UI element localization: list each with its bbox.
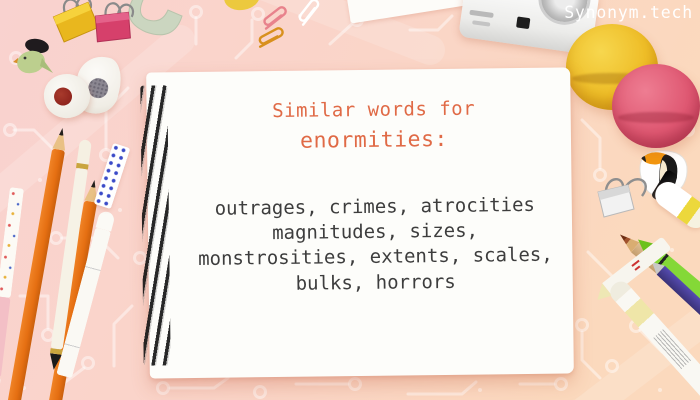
camera-button — [516, 16, 530, 29]
site-watermark: Synonym.tech — [564, 3, 693, 22]
silver-binder-clip — [592, 176, 660, 224]
macaron-filling — [618, 112, 694, 123]
pink-binder-clip — [84, 0, 154, 59]
camera-slot — [469, 10, 493, 18]
red-dot — [53, 86, 73, 106]
note-content — [182, 67, 567, 297]
synonym-list — [184, 192, 567, 297]
spiral-binding — [140, 85, 170, 365]
synonym-line: monstrosities, extents, scales, — [197, 244, 553, 271]
bird-figurine — [12, 36, 56, 78]
heading-word: enormities: — [299, 126, 449, 154]
pink-macaron — [612, 64, 700, 148]
notepad — [146, 67, 574, 378]
synonym-line: outrages, crimes, atrocities — [214, 193, 536, 220]
synonym-line: bulks, horrors — [295, 270, 456, 295]
synonym-line: magnitudes, sizes, — [272, 219, 479, 245]
camera-slot2 — [472, 20, 490, 26]
heading-line1: Similar words for — [272, 97, 476, 123]
